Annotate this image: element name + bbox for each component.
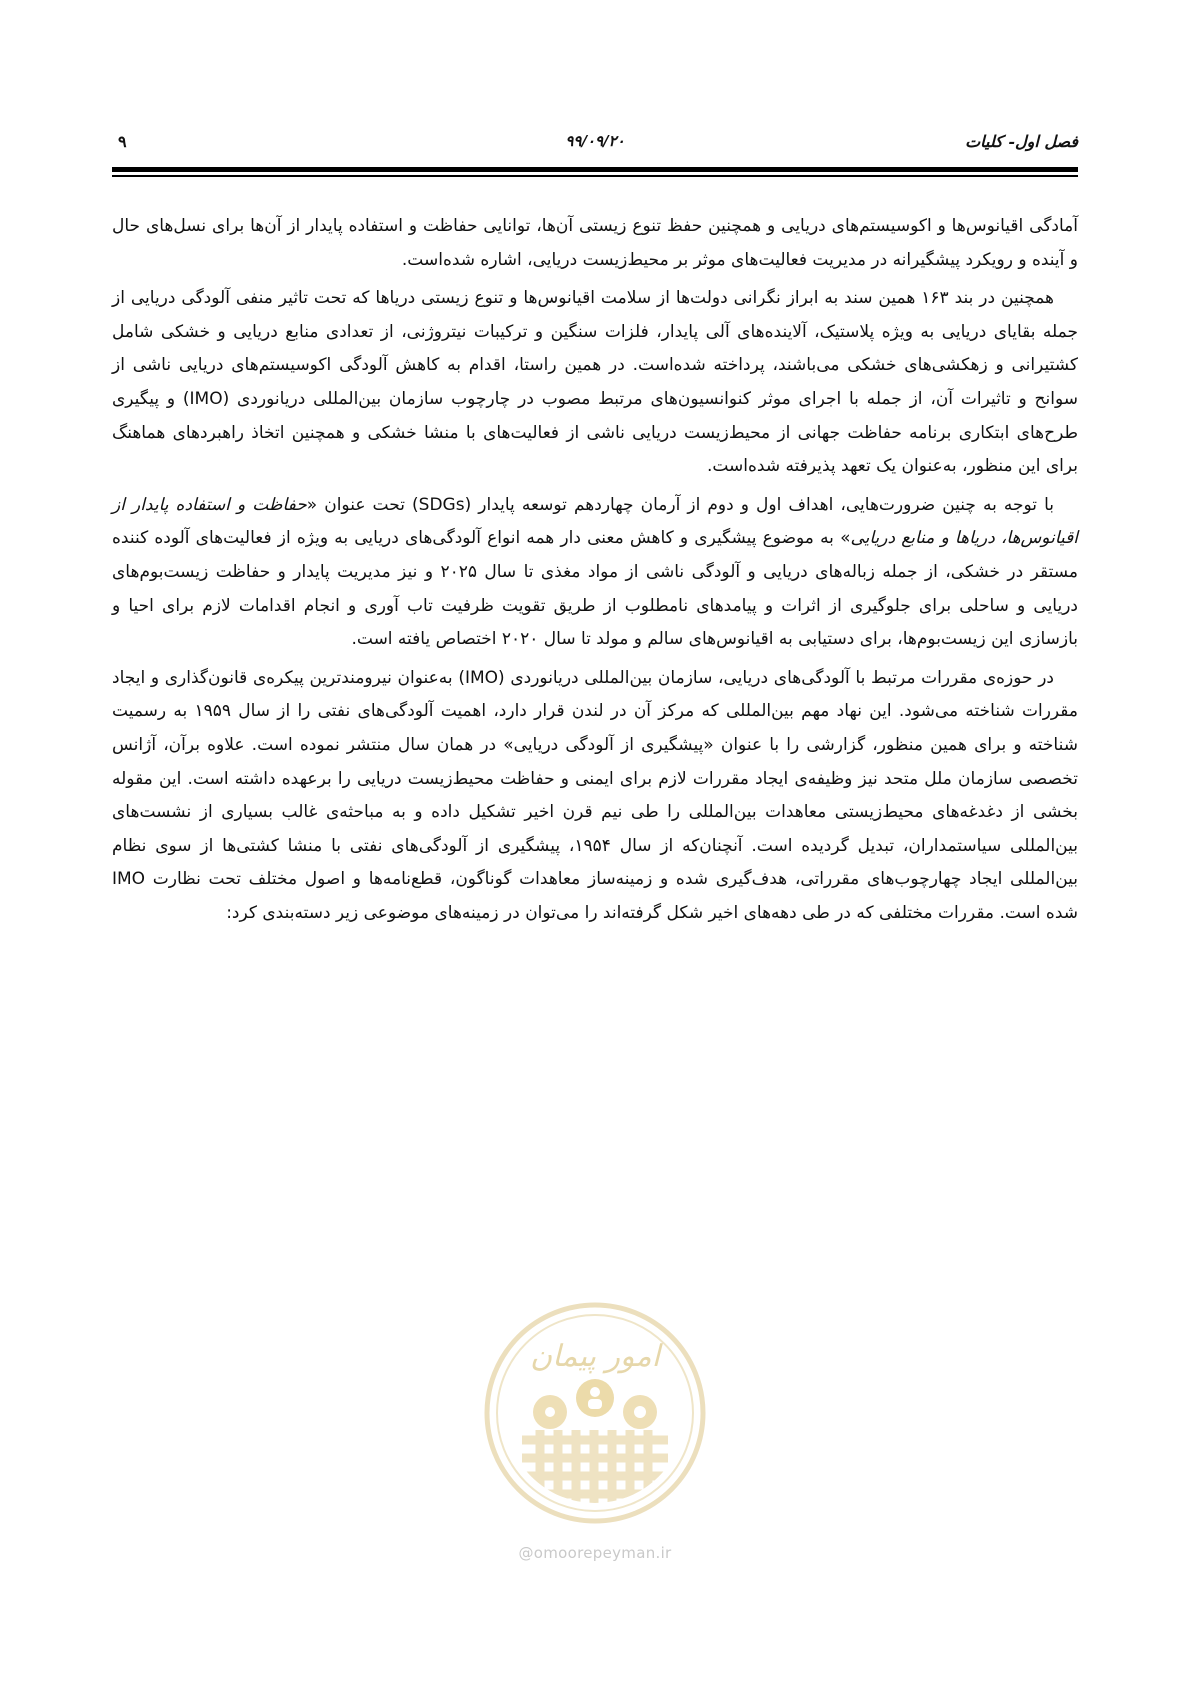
watermark-url: @omoorepeyman.ir [518,1544,672,1562]
paragraph-3-lead: با توجه به چنین ضرورت‌هایی، اهداف اول و دوم از آرمان چهاردهم توسعه پایدار (SDGs) تحت عنوان « [306,494,1055,515]
page-number: ۹ [118,132,127,151]
watermark-logo-text: امور پیمان [530,1339,660,1374]
watermark-logo [482,1300,708,1526]
header-date: ۹۹/۰۹/۲۰ [565,132,625,150]
sdg-goal-title: حفاظت و استفاده پایدار از اقیانوس‌ها، دریاها و منابع دریایی [112,494,1078,549]
paragraph-3-rest: » به موضوع پیشگیری و کاهش معنی دار همه انواع آلودگی‌های دریایی به ویژه از فعالیت‌های آلوده کننده مستقر در خشکی، از جمله زباله‌های دریایی و آلودگی ناشی از مواد مغذی تا سال ۲۰۲۵ و نیز مدیریت پایدار و حفاظت زیست‌بوم‌های دریایی و ساحلی برای جلوگیری از اثرات و پیامدهای نامطلوب از طریق تقویت ظرفیت تاب آوری و انجام اقدامات لازم برای احیا و بازسازی این زیست‌بوم‌ها، برای دستیابی به اقیانوس‌های سالم و مولد تا سال ۲۰۲۰ اختصاص یافته است. [112,528,1078,650]
paragraph-3 [112,489,1078,657]
chapter-title: فصل اول- کلیات [965,132,1078,151]
body-text [112,210,1078,935]
paragraph-2: همچنین در بند ۱۶۳ همین سند به ابراز نگرانی دولت‌ها از سلامت اقیانوس‌ها و تنوع زیستی دریاها که تحت تاثیر منفی آلودگی دریایی از جمله بقایای دریایی به ویژه پلاستیک، آلاینده‌های آلی پایدار، فلزات سنگین و ترکیبات نیتروژنی، از تعدادی منابع دریایی و خشکی شامل کشتیرانی و زهکشی‌های خشکی می‌باشند، پرداخته شده‌است. در همین راستا، اقدام به کاهش آلودگی اکوسیستم‌های دریایی ناشی از سوانح و تاثیرات آن، از جمله با اجرای موثر کنوانسیون‌های مرتبط مصوب در چارچوب سازمان بین‌المللی دریانوردی (IMO) و پیگیری طرح‌های ابتکاری برنامه حفاظت جهانی از محیط‌زیست دریایی ناشی از فعالیت‌های با منشا خشکی و همچنین اتخاذ راهبردهای هماهنگ برای این منظور، به‌عنوان یک تعهد پذیرفته شده‌است. [112,288,1079,477]
header-rule-thick [112,167,1078,172]
page-header [112,128,1078,164]
header-rule-thin [112,175,1078,177]
people-emblem-icon [576,1379,614,1417]
paragraph-1: آمادگی اقیانوس‌ها و اکوسیستم‌های دریایی و همچنین حفظ تنوع زیستی آن‌ها، توانایی حفاظت و استفاده پایدار از آن‌ها برای نسل‌های حال و آینده و رویکرد پیشگیرانه در مدیریت فعالیت‌های موثر بر محیط‌زیست دریایی، اشاره شده‌است. [112,216,1078,270]
paragraph-4: در حوزه‌ی مقررات مرتبط با آلودگی‌های دریایی، سازمان بین‌المللی دریانوردی (IMO) به‌عنوان نیرومندترین پیکره‌ی قانون‌گذاری و ایجاد مقررات شناخته می‌شود. این نهاد مهم بین‌المللی که مرکز آن در لندن قرار دارد، اهمیت آلودگی‌های نفتی را از سال ۱۹۵۹ به رسمیت شناخته و برای همین منظور، گزارشی را با عنوان «پیشگیری از آلودگی دریایی» در همان سال منتشر نموده است. علاوه برآن، آژانس تخصصی سازمان ملل متحد نیز وظیفه‌ی ایجاد مقررات لازم برای ایمنی و حفاظت محیط‌زیست دریایی را برعهده داشته است. این مقوله بخشی از دغدغه‌های محیط‌زیستی معاهدات بین‌المللی را طی نیم قرن اخیر تشکیل داده و به مباحثه‌ی غالب بسیاری از نشست‌های بین‌المللی سیاستمداران، تبدیل گردیده است. آنچنان‌که از سال ۱۹۵۴، پیشگیری از آلودگی‌های نفتی با منشا کشتی‌ها از سوی نظام بین‌المللی ایجاد چهارچوب‌های مقرراتی، هدف‌گیری شده و زمینه‌ساز معاهدات گوناگون، قطع‌نامه‌ها و اصول مختلف تحت نظارت IMO شده است. مقررات مختلفی که در طی دهه‌های اخیر شکل گرفته‌اند را می‌توان در زمینه‌های موضوعی زیر دسته‌بندی کرد: [112,667,1078,923]
